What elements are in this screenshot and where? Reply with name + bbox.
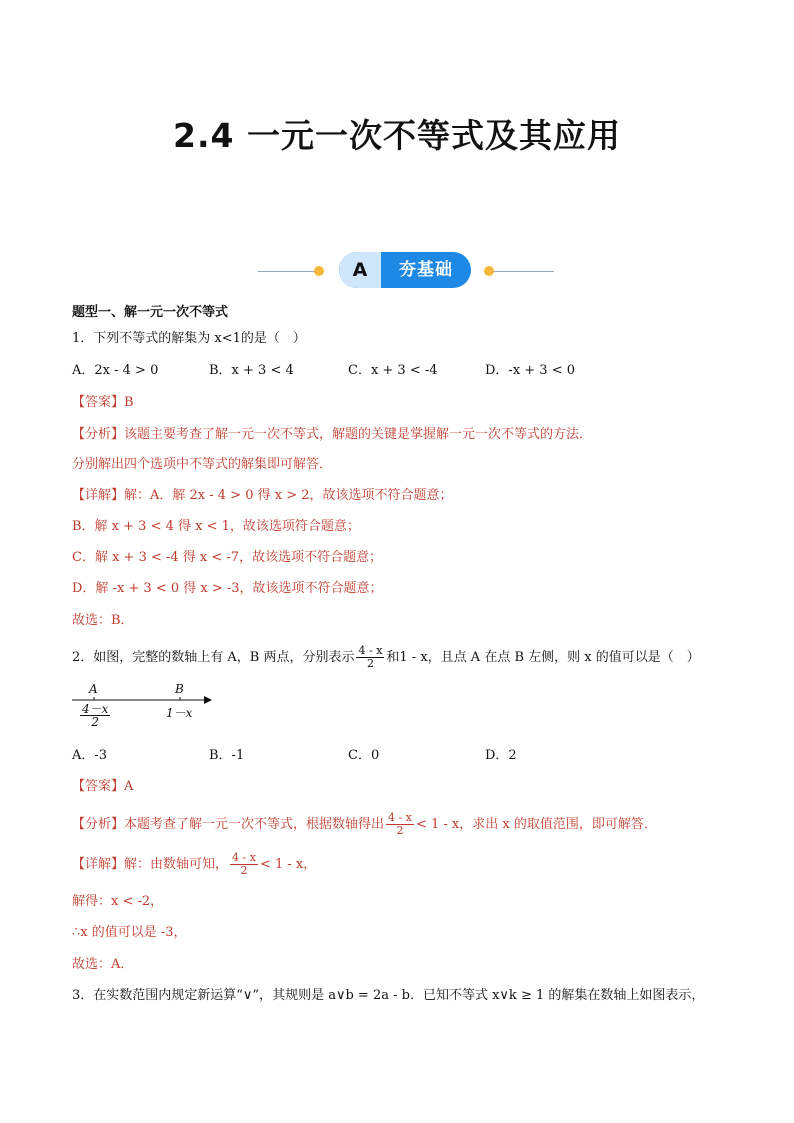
q2-solve: 解得：x < -2， bbox=[72, 894, 164, 909]
q2-stem-part2: 和1 - x，且点 A 在点 B 左侧，则 x 的值可以是（ ） bbox=[386, 650, 700, 665]
q1-option-c: C．x + 3 < -4 bbox=[348, 363, 438, 378]
banner-left-dot-icon bbox=[314, 266, 324, 276]
q2-option-b: B．-1 bbox=[209, 748, 245, 763]
banner-right-dot-icon bbox=[484, 266, 494, 276]
q2-detail bbox=[72, 852, 316, 877]
q1-analysis-text1: 【分析】该题主要考查了解一元一次不等式，解题的关键是掌握解一元一次不等式的方法． bbox=[72, 427, 593, 442]
banner-label: 夯基础 bbox=[399, 260, 453, 280]
q2-choose: 故选：A． bbox=[72, 957, 134, 972]
q1-choose: 故选：B． bbox=[72, 613, 134, 628]
q1-answer: 【答案】B bbox=[72, 395, 134, 410]
q2-analysis bbox=[72, 812, 657, 837]
q2-analysis-fraction bbox=[386, 812, 414, 837]
q2-detail-part1: 【详解】解：由数轴可知， bbox=[72, 857, 229, 872]
q1-detail-line1: 【详解】解：A．解 2x - 4 > 0 得 x > 2，故该选项不符合题意； bbox=[72, 488, 453, 503]
point-a-value bbox=[78, 703, 112, 728]
q1-detail-line3: C．解 x + 3 < -4 得 x < -7，故该选项不符合题意； bbox=[72, 550, 383, 565]
q1-stem: 1．下列不等式的解集为 x<1的是（ ） bbox=[72, 331, 306, 346]
q1-detail-line2: B．解 x + 3 < 4 得 x < 1，故该选项符合题意； bbox=[72, 519, 360, 534]
point-a-frac-num: 4－x bbox=[82, 702, 109, 716]
number-line-figure bbox=[72, 681, 212, 737]
q2-detail-frac-num: 4 - x bbox=[232, 851, 256, 864]
section-heading: 题型一、解一元一次不等式 bbox=[72, 305, 229, 320]
q2-stem bbox=[72, 645, 700, 670]
q2-frac-den: 2 bbox=[366, 657, 374, 670]
q2-option-d: D．2 bbox=[485, 748, 517, 763]
point-b-value: 1－x bbox=[166, 706, 193, 720]
banner-pill bbox=[339, 252, 471, 288]
q1-analysis-line1 bbox=[72, 426, 592, 444]
q2-answer: 【答案】A bbox=[72, 779, 134, 794]
q1-option-d: D．-x + 3 < 0 bbox=[485, 363, 576, 378]
q2-analysis-part1: 【分析】本题考查了解一元一次不等式，根据数轴得出 bbox=[72, 817, 385, 832]
q2-frac-num: 4 - x bbox=[358, 644, 383, 657]
point-a-fraction bbox=[80, 703, 110, 728]
banner-letter: A bbox=[339, 252, 381, 288]
q2-option-c: C．0 bbox=[348, 748, 380, 763]
q1-detail-line4: D．解 -x + 3 < 0 得 x > -3，故该选项不符合题意； bbox=[72, 581, 383, 596]
q2-option-a: A．-3 bbox=[72, 748, 108, 763]
q2-analysis-part2: < 1 - x，求出 x 的取值范围，即可解答． bbox=[415, 817, 657, 832]
q2-stem-fraction bbox=[356, 645, 384, 670]
point-a-frac-den: 2 bbox=[91, 715, 100, 729]
page-title: 2.4 一元一次不等式及其应用 bbox=[173, 116, 621, 155]
q2-stem-part1: 2．如图，完整的数轴上有 A，B 两点，分别表示 bbox=[72, 650, 355, 665]
point-a-label: A bbox=[89, 682, 98, 696]
banner-left-line bbox=[258, 271, 314, 272]
section-banner bbox=[0, 250, 794, 290]
point-b-label: B bbox=[175, 682, 184, 696]
q2-analysis-frac-num: 4 - x bbox=[388, 811, 412, 824]
q1-option-b: B．x + 3 < 4 bbox=[209, 363, 294, 378]
q1-analysis-line2: 分别解出四个选项中不等式的解集即可解答． bbox=[72, 457, 333, 472]
q3-stem: 3．在实数范围内规定新运算“∨”，其规则是 a∨b = 2a - b．已知不等式 x∨k ≥ 1 的解集在数轴上如图表示， bbox=[72, 988, 705, 1003]
q2-detail-part2: < 1 - x， bbox=[259, 857, 317, 872]
q2-detail-frac-den: 2 bbox=[240, 864, 248, 877]
q2-therefore: ∴x 的值可以是 -3， bbox=[72, 925, 187, 940]
q2-analysis-frac-den: 2 bbox=[396, 824, 404, 837]
number-line-arrow-icon bbox=[204, 696, 212, 704]
banner-right-line bbox=[494, 271, 554, 272]
q1-option-a: A．2x - 4 > 0 bbox=[72, 363, 159, 378]
q2-detail-fraction bbox=[230, 852, 258, 877]
